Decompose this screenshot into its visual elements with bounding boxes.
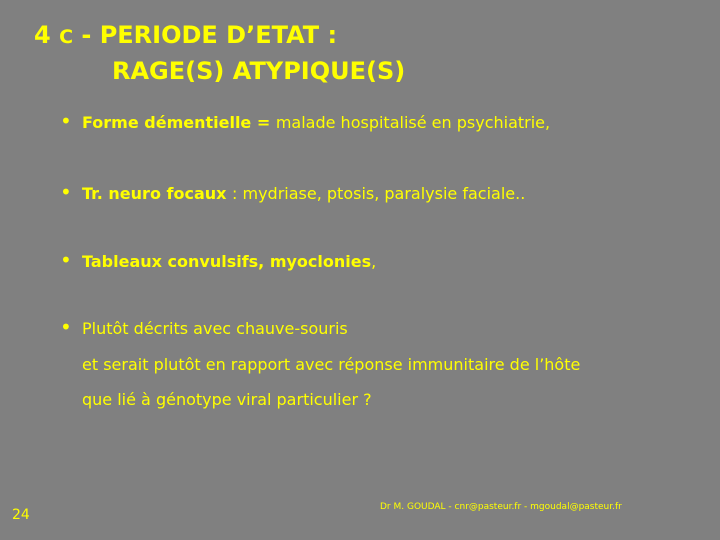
bullet-bold-text: Forme démentielle =: [82, 113, 276, 132]
bullet-dot-icon: •: [60, 248, 72, 272]
bullet-continuation: que lié à génotype viral particulier ?: [82, 390, 372, 409]
bullet-item: [60, 109, 551, 133]
slide-title: [34, 18, 405, 88]
title-prefix: 4: [34, 21, 60, 49]
title-line1: - PERIODE D’ETAT :: [73, 21, 338, 49]
bullet-continuation: et serait plutôt en rapport avec réponse immunitaire de l’hôte: [82, 355, 581, 374]
bullet-text: : mydriase, ptosis, paralysie faciale..: [232, 184, 526, 203]
page-number: 24: [12, 507, 30, 523]
bullet-item: [60, 248, 377, 272]
bullet-item: [60, 315, 348, 339]
bullet-dot-icon: •: [60, 180, 72, 204]
bullet-text: Plutôt décrits avec chauve-souris: [82, 319, 348, 338]
bullet-bold-text: Tableaux convulsifs, myoclonies: [82, 252, 372, 271]
bullet-dot-icon: •: [60, 315, 72, 339]
bullet-dot-icon: •: [60, 109, 72, 133]
title-line2: RAGE(S) ATYPIQUE(S): [112, 57, 406, 85]
bullet-text: ,: [371, 252, 377, 271]
footer-credit: Dr M. GOUDAL - cnr@pasteur.fr - mgoudal@pasteur.fr: [380, 502, 622, 512]
bullet-item: [60, 180, 526, 204]
bullet-bold-text: Tr. neuro focaux: [82, 184, 233, 203]
title-subsection-letter: C: [59, 26, 74, 48]
bullet-text: malade hospitalisé en psychiatrie,: [275, 113, 551, 132]
